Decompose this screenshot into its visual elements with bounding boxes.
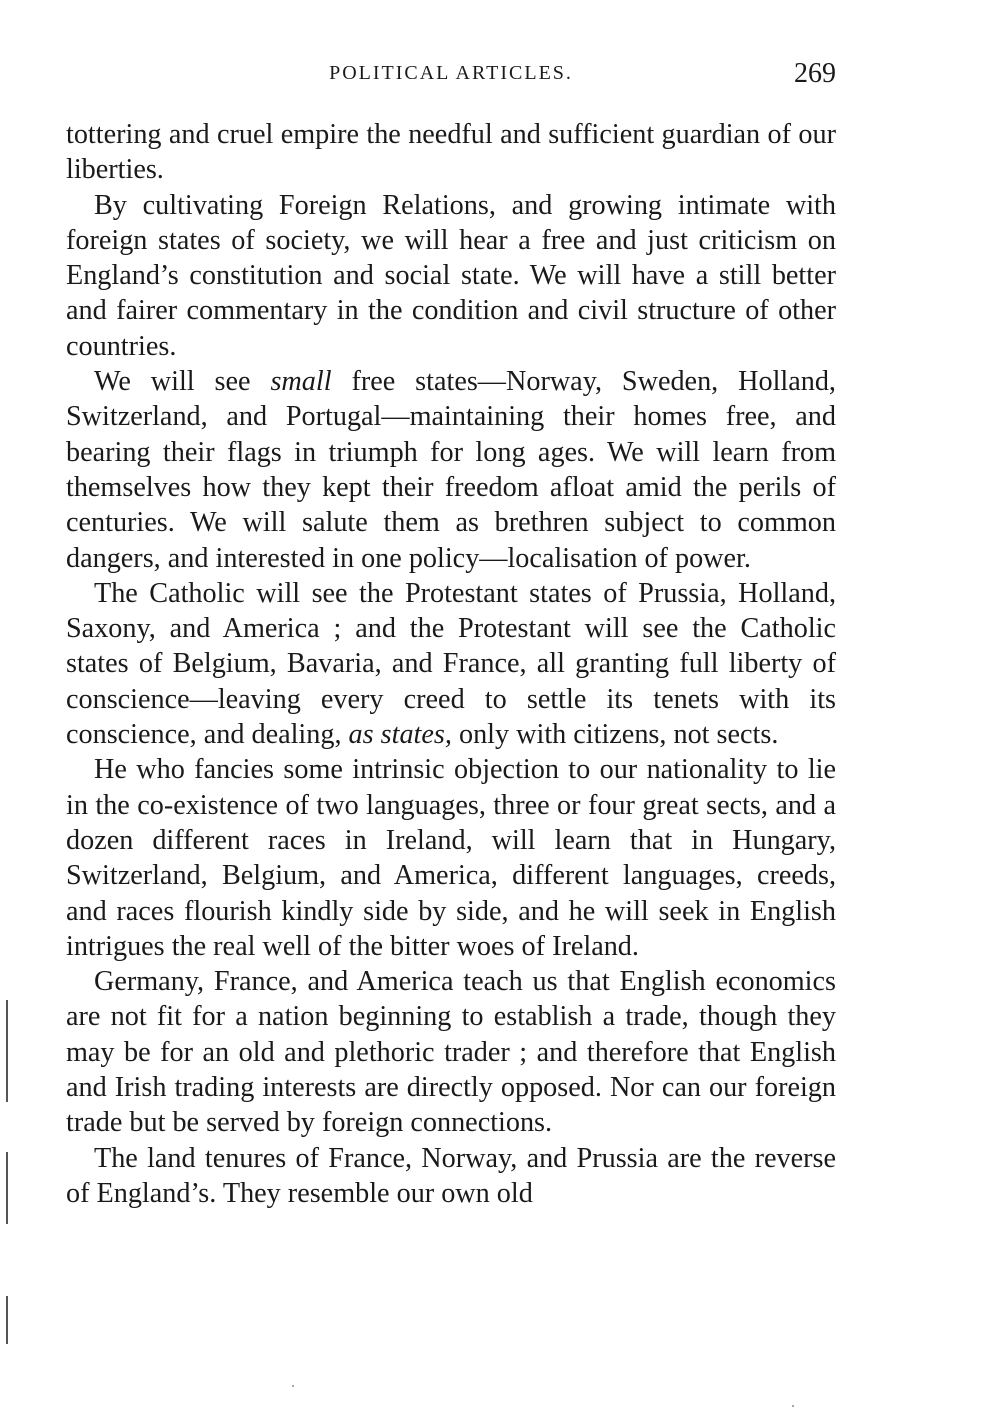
paragraph-catholic-protestant (66, 576, 836, 752)
body-text (66, 117, 836, 1211)
scan-speck (292, 1385, 294, 1387)
scan-speck (792, 1405, 794, 1407)
margin-line-mark (6, 1000, 8, 1102)
text-segment: free states—Norway, Sweden, Holland, Switzerland, and Portugal—maintaining their homes free, and bearing their flags in triumph for long ages. We will learn from themselves how they kept their freedom afloat amid the perils of centuries. We will salute them as brethren subject to common dangers, and interested in one policy—localisation of power. (66, 366, 836, 574)
paragraph-economics (66, 964, 836, 1140)
paragraph-small-free-states (66, 364, 836, 576)
paragraph-continuation (66, 117, 836, 188)
margin-line-mark (6, 1152, 8, 1224)
text-segment: By cultivating Foreign Relations, and growing intimate with foreign states of society, we will hear a free and just criticism on England’s constitution and social state. We will have a still better and fairer commentary in the condition and civil structure of other countries. (66, 189, 836, 362)
text-segment: Germany, France, and America teach us that English economics are not fit for a nation beginning to establish a trade, though they may be for an old and plethoric trader ; and therefore that English and Irish trading interests are directly opposed. Nor can our foreign trade but be served by foreign connections. (66, 966, 836, 1139)
text-segment: The Catholic will see the Protestant states of Prussia, Holland, Saxony, and America ; and the Protestant will see the Catholic states of Belgium, Bavaria, and France, all granting full liberty of conscience—leaving every creed to settle its tenets with its conscience, and dealing, (66, 577, 836, 751)
text-segment: tottering and cruel empire the needful and sufficient guardian of our liberties. (66, 119, 836, 186)
text-segment: only with citizens, not sects. (451, 719, 779, 751)
italic-emphasis: small (270, 366, 332, 398)
text-segment: We will see (94, 366, 271, 398)
running-title: POLITICAL ARTICLES. (329, 62, 573, 84)
page-number: 269 (794, 58, 836, 89)
paragraph-nationality-objection (66, 752, 836, 964)
text-segment: He who fancies some intrinsic objection to our nationality to lie in the co-existence of two languages, three or four great sects, and a dozen different races in Ireland, will learn that in Hungary, Switzerland, Belgium, and America, different languages, creeds, and races flourish kindly side by side, and he will seek in English intrigues the real well of the bitter woes of Ireland. (66, 754, 836, 962)
running-header (66, 58, 836, 94)
margin-line-mark (6, 1296, 8, 1344)
italic-emphasis: as states, (348, 719, 452, 751)
text-segment: The land tenures of France, Norway, and Prussia are the reverse of England’s. They resemble our own old (66, 1142, 836, 1209)
paragraph-foreign-relations (66, 188, 836, 364)
paragraph-land-tenures (66, 1141, 836, 1212)
